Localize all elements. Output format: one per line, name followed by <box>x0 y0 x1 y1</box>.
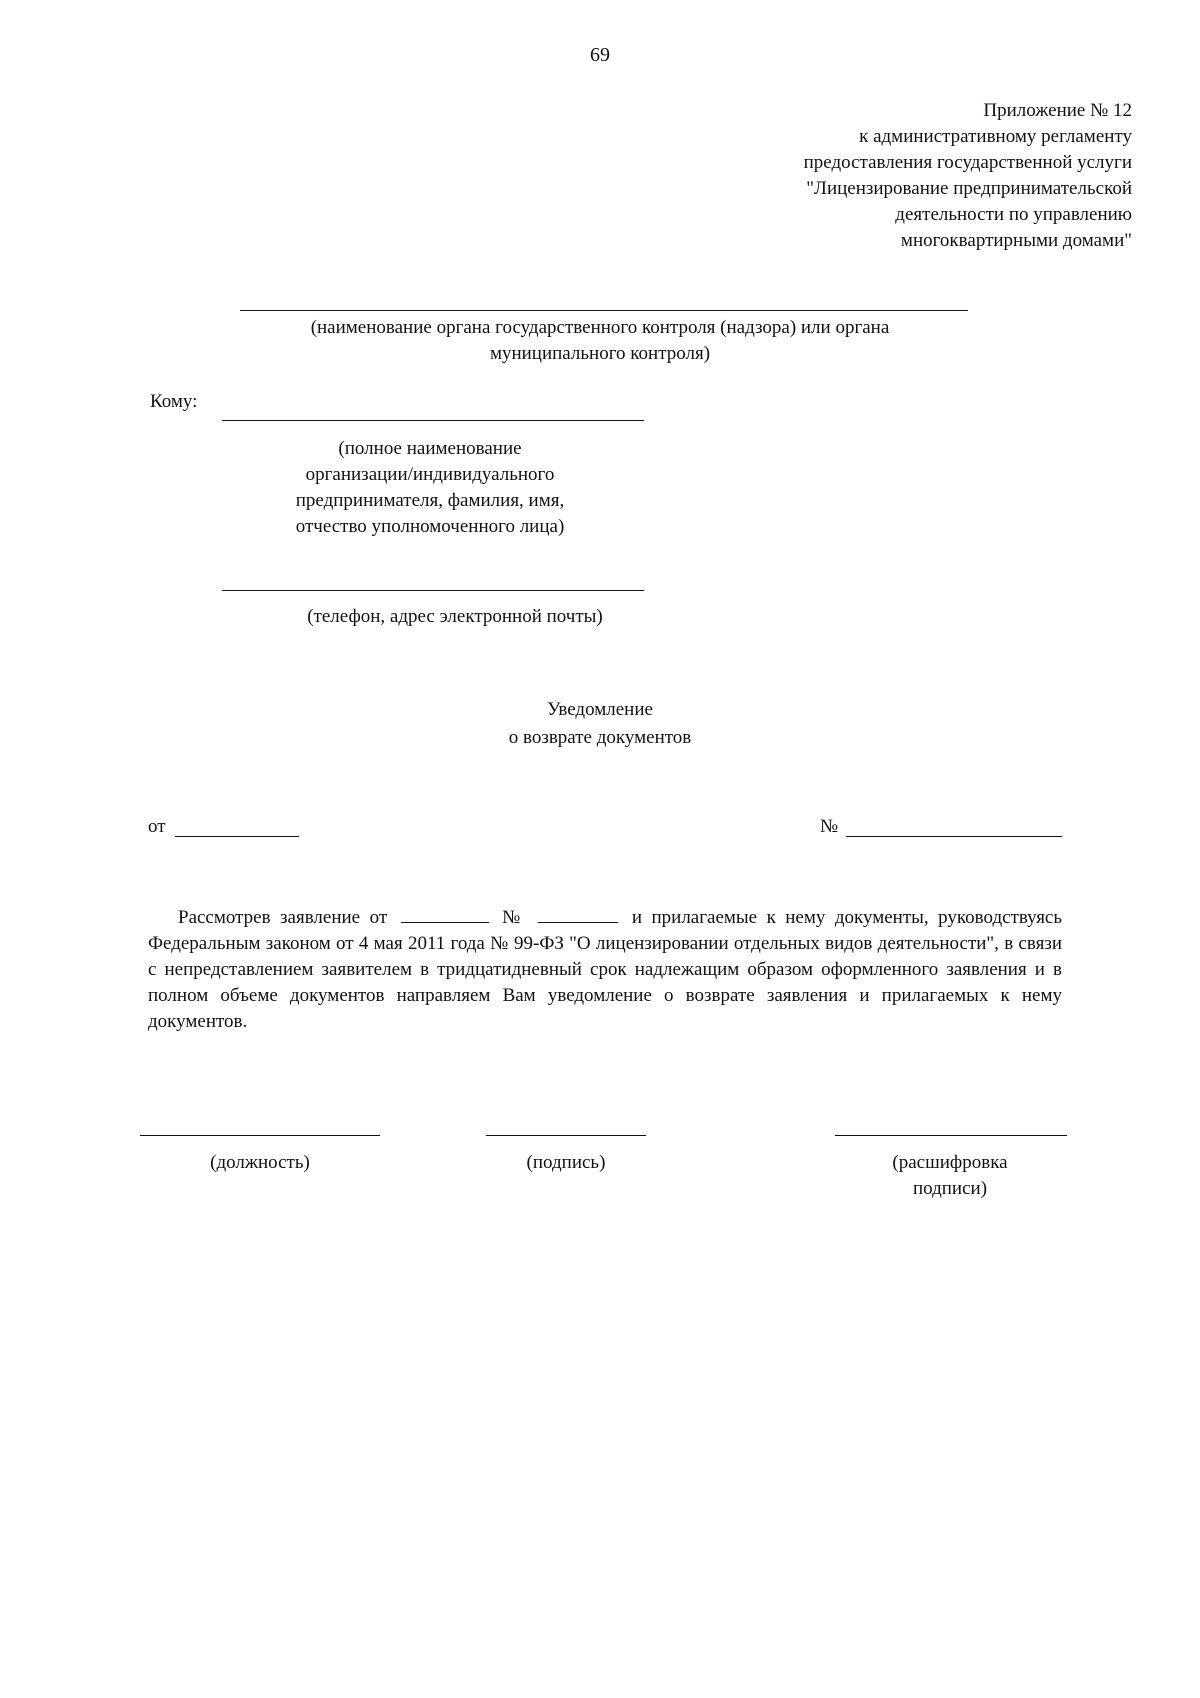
recipient-line <box>222 420 644 421</box>
signature-line <box>486 1135 646 1136</box>
contact-caption: (телефон, адрес электронной почты) <box>307 606 603 627</box>
number-label: № <box>820 816 839 837</box>
appendix-line: предоставления государственной услуги <box>803 152 1132 173</box>
body-text-part2: и прилагаемые к нему документы, руководствуясь Федеральным законом от 4 мая 2011 года № 99-ФЗ "О лицензировании отдельных видов деятельности", в связи с непредставлением заявителем в тридцатидневный срок надлежащим образом оформленного заявления и в полном объеме документов направляем Вам уведомление о возврате заявления и прилагаемых к нему документов. <box>148 907 1063 1032</box>
position-caption: (должность) <box>210 1152 310 1173</box>
to-label: Кому: <box>150 391 198 412</box>
org-caption-line: муниципального контроля) <box>489 343 711 364</box>
appendix-line: к административному регламенту <box>859 126 1132 147</box>
appendix-line: деятельности по управлению <box>895 204 1132 225</box>
appendix-header <box>612 98 1132 254</box>
recipient-caption-line: (полное наименование <box>338 438 522 459</box>
appendix-line: Приложение № 12 <box>983 100 1132 121</box>
position-signature-line <box>140 1135 380 1136</box>
body-paragraph <box>148 905 1062 1035</box>
decode-caption <box>840 1150 1060 1202</box>
notice-title-line: Уведомление <box>547 699 653 720</box>
recipient-caption-line: отчество уполномоченного лица) <box>295 516 565 537</box>
notice-title <box>0 696 1200 752</box>
signature-caption: (подпись) <box>526 1152 606 1173</box>
decode-signature-line <box>835 1135 1067 1136</box>
notice-title-line: о возврате документов <box>508 727 692 748</box>
org-name-line <box>240 310 968 311</box>
application-date-blank <box>401 908 489 923</box>
recipient-caption <box>220 436 640 540</box>
appendix-line: "Лицензирование предпринимательской <box>806 178 1132 199</box>
application-number-blank <box>538 908 618 923</box>
org-name-caption <box>240 315 960 367</box>
org-caption-line: (наименование органа государственного контроля (надзора) или органа <box>310 317 890 338</box>
date-line <box>175 836 299 837</box>
recipient-caption-line: предпринимателя, фамилия, имя, <box>295 490 565 511</box>
recipient-caption-line: организации/индивидуального <box>305 464 555 485</box>
decode-caption-line: (расшифровка <box>892 1152 1008 1173</box>
contact-line <box>222 590 644 591</box>
page-number: 69 <box>590 44 610 66</box>
date-label: от <box>148 816 166 837</box>
body-number-sign: № <box>502 907 525 928</box>
number-line <box>846 836 1062 837</box>
appendix-line: многоквартирными домами" <box>900 230 1132 251</box>
body-text-part1: Рассмотрев заявление от <box>178 907 388 928</box>
decode-caption-line: подписи) <box>912 1178 988 1199</box>
